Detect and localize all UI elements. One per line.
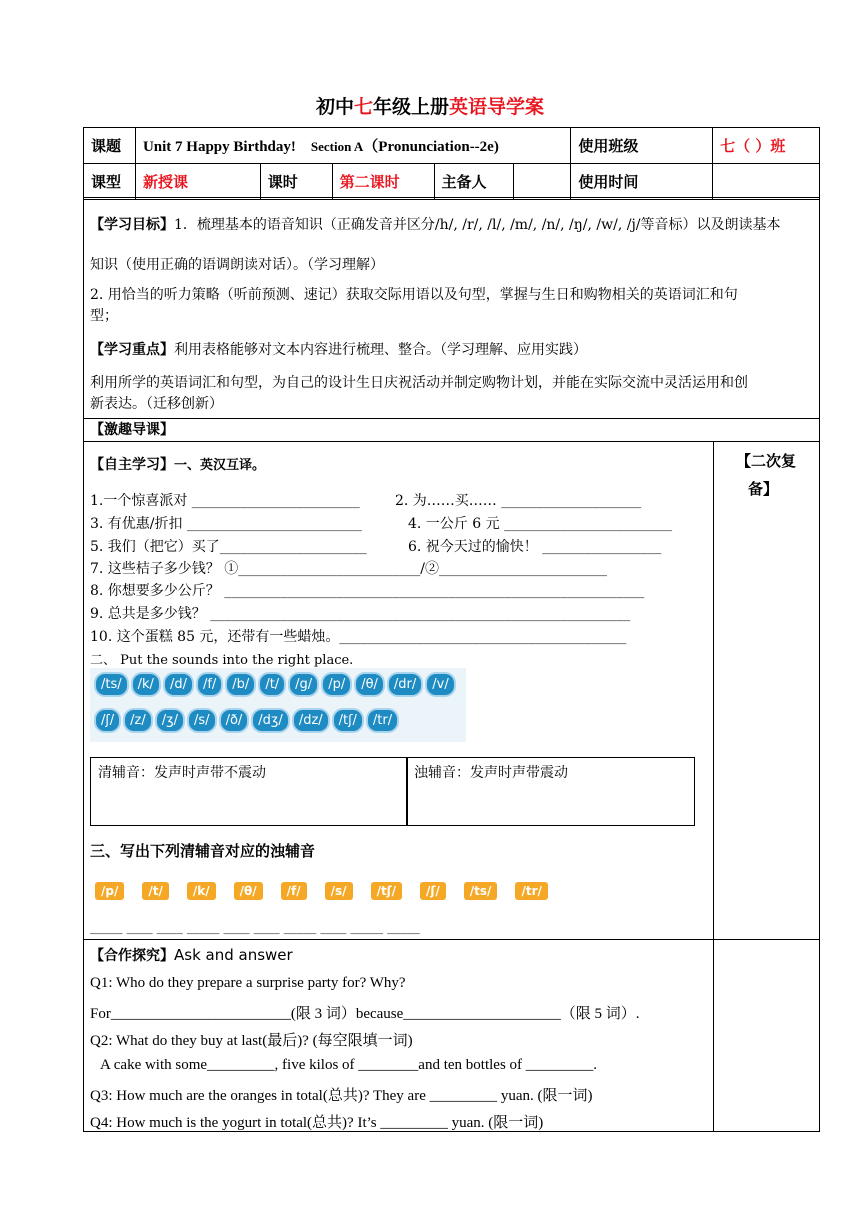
intro-label: 【激趣导课】 (90, 422, 174, 438)
goals-label: 【学习目标】 (90, 217, 174, 233)
answer-1: For________________________(限 3 词）because_____________________（限 5 词）. (90, 1006, 640, 1022)
self-study-heading (90, 455, 265, 477)
intro-row (83, 418, 820, 442)
sound-chip[interactable]: /ð/ (221, 710, 248, 731)
coop-heading (90, 945, 293, 965)
title-part: 年级上册 (373, 96, 450, 118)
voiceless-sound-chip[interactable]: /ts/ (464, 882, 498, 900)
type-value: 新授课 (135, 164, 260, 200)
voiceless-sound-chip[interactable]: /k/ (187, 882, 216, 900)
voiceless-chips (95, 882, 566, 900)
coop-title: Ask and answer (174, 946, 293, 964)
review-label: 【二次复 (736, 452, 797, 470)
sound-chip[interactable]: /dz/ (294, 710, 328, 731)
sound-chip[interactable]: /θ/ (356, 674, 383, 695)
sound-chip[interactable]: /t/ (260, 674, 284, 695)
review-column-2 (713, 939, 820, 1132)
class-value: 七（ ）班 (713, 128, 820, 164)
question-1: Q1: Who do they prepare a surprise party for? Why? (90, 975, 406, 991)
goals-line2: 知识（使用正确的语调朗读对话）。（学习理解） (90, 257, 384, 273)
title-part: 初中 (315, 96, 354, 118)
sound-chip[interactable]: /k/ (133, 674, 159, 695)
sound-chip[interactable]: /ts/ (96, 674, 127, 695)
class-label: 使用班级 (571, 128, 713, 164)
translation-item: 10. 这个蛋糕 85 元，还带有一些蜡烛。_________________________________________ (90, 629, 627, 645)
voiceless-label: 清辅音：发声时声带不震动 (98, 765, 266, 781)
voiceless-sound-chip[interactable]: /t/ (142, 882, 169, 900)
topic-label: 课题 (84, 128, 136, 164)
answer-blanks: _____ ____ ____ _____ ____ ____ _____ ____ _____ _____ (90, 920, 420, 935)
sound-chip[interactable]: /g/ (290, 674, 317, 695)
header-table (83, 127, 820, 200)
time-label: 使用时间 (571, 164, 713, 200)
prep-label: 主备人 (434, 164, 514, 200)
sound-chip[interactable]: /ʒ/ (157, 710, 183, 731)
sound-row-1 (96, 674, 460, 695)
translation-item: 5. 我们（把它）买了_____________________ (90, 539, 367, 555)
sound-chip[interactable]: /b/ (227, 674, 254, 695)
translation-item: 6. 祝今天过的愉快！ _________________ (408, 539, 662, 555)
voiced-label: 浊辅音：发声时声带震动 (414, 765, 568, 781)
translation-item: 7. 这些桔子多少钱？ ①__________________________/②________________________ (90, 561, 607, 577)
goals-line3: 2. 用恰当的听力策略（听前预测、速记）获取交际用语以及句型，掌握与生日和购物相关的英语词汇和句 (90, 287, 738, 303)
question-3: Q3: How much are the oranges in total(总共)? They are _________ yuan. (限一词) (90, 1088, 593, 1104)
voiceless-sound-chip[interactable]: /θ/ (234, 882, 263, 900)
sound-row-2 (96, 710, 403, 731)
voiceless-sound-chip[interactable]: /p/ (95, 882, 124, 900)
sound-chip[interactable]: /f/ (198, 674, 221, 695)
prep-value[interactable] (514, 164, 571, 200)
goals-text: 1．梳理基本的语音知识（正确发音并区分/h/, /r/, /l/, /m/, /n/, /ŋ/, /w/, /j/等音标）以及朗读基本 (174, 217, 781, 233)
title-subject: 英语导学案 (449, 96, 545, 118)
goals-line5: 利用所学的英语词汇和句型，为自己的设计生日庆祝活动并制定购物计划，并能在实际交流中灵活运用和创 (90, 375, 748, 391)
voiceless-sound-chip[interactable]: /f/ (281, 882, 307, 900)
question-4: Q4: How much is the yogurt in total(总共)? It’s _________ yuan. (限一词) (90, 1115, 544, 1131)
key-label: 【学习重点】 (90, 342, 174, 358)
type-label: 课型 (84, 164, 136, 200)
self-study-label: 【自主学习】 (90, 457, 174, 473)
goals-line4: 型； (90, 308, 118, 324)
voiceless-sound-chip[interactable]: /tʃ/ (371, 882, 402, 900)
page-title (0, 92, 860, 119)
sound-chip[interactable]: /tʃ/ (334, 710, 362, 731)
translation-item: 4. 一公斤 6 元 ________________________ (408, 516, 673, 532)
section-label: Section A (310, 139, 364, 154)
part3-heading: 三、写出下列清辅音对应的浊辅音 (90, 842, 316, 860)
translation-item: 2. 为……买…… ____________________ (395, 493, 642, 509)
sound-chips-panel (90, 668, 466, 742)
translation-item: 1.一个惊喜派对 ________________________ (90, 493, 360, 509)
sound-chip[interactable]: /d/ (165, 674, 192, 695)
sound-chip[interactable]: /v/ (427, 674, 453, 695)
voiceless-sound-chip[interactable]: /tr/ (515, 882, 547, 900)
section-detail: （Pronunciation--2e) (363, 139, 499, 155)
sound-chip[interactable]: /ʃ/ (96, 710, 119, 731)
title-grade: 七 (353, 96, 373, 118)
coop-label: 【合作探究】 (90, 948, 174, 964)
sound-chip[interactable]: /tr/ (368, 710, 397, 731)
translation-item: 3. 有优惠/折扣 _________________________ (90, 516, 362, 532)
part2-heading: 二、 Put the sounds into the right place. (90, 653, 354, 668)
goals-line1 (90, 215, 781, 237)
self-study-title: 一、英汉互译。 (174, 458, 266, 473)
time-value[interactable] (713, 164, 820, 200)
sound-chip[interactable]: /p/ (323, 674, 350, 695)
question-2: Q2: What do they buy at last(最后)? (每空限填一词) (90, 1033, 413, 1049)
translation-item: 8. 你想要多少公斤？ ____________________________________________________________ (90, 583, 645, 599)
sound-chip[interactable]: /s/ (189, 710, 215, 731)
goals-line6: 新表达。（迁移创新） (90, 396, 223, 412)
topic-value (135, 128, 570, 164)
sound-chip[interactable]: /z/ (125, 710, 151, 731)
sound-chip[interactable]: /dr/ (389, 674, 421, 695)
review-column (713, 441, 820, 940)
answer-2: A cake with some_________, five kilos of ________and ten bottles of _________. (100, 1057, 598, 1073)
voiceless-sound-chip[interactable]: /ʃ/ (420, 882, 446, 900)
unit-title: Unit 7 Happy Birthday! (142, 139, 296, 155)
key-line (90, 340, 587, 362)
key-text: 利用表格能够对文本内容进行梳理、整合。（学习理解、应用实践） (174, 342, 587, 358)
period-label: 课时 (260, 164, 332, 200)
sound-chip[interactable]: /dʒ/ (253, 710, 288, 731)
review-label-2: 备】 (748, 480, 779, 498)
sound-sort-divider (406, 757, 408, 826)
period-value: 第二课时 (332, 164, 434, 200)
voiceless-sound-chip[interactable]: /s/ (325, 882, 353, 900)
translation-item: 9. 总共是多少钱？ ____________________________________________________________ (90, 606, 631, 622)
